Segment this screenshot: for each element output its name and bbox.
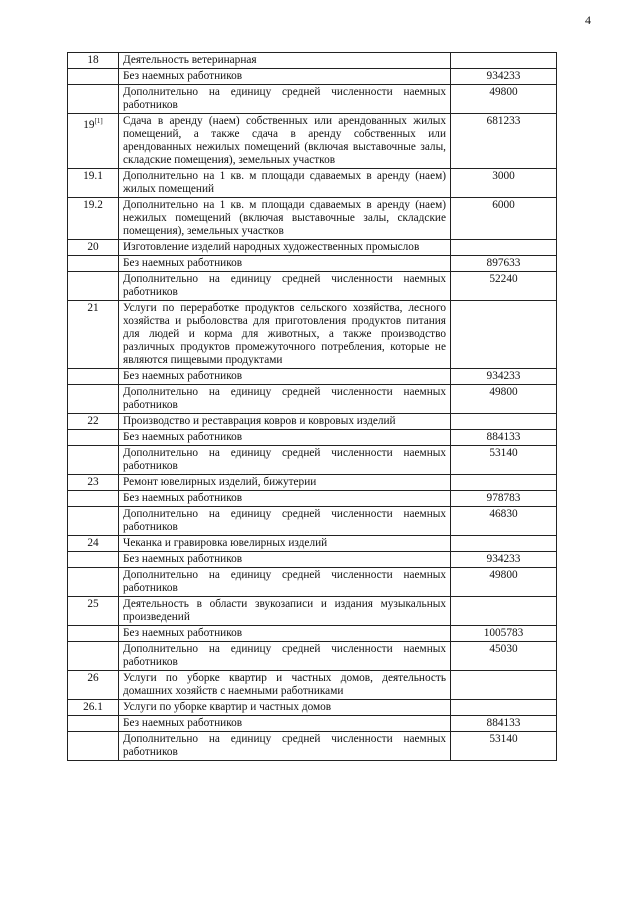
row-value: 46830 xyxy=(451,507,557,536)
row-description: Дополнительно на единицу средней численности наемных работников xyxy=(119,642,451,671)
row-value: 49800 xyxy=(451,385,557,414)
table-row xyxy=(68,597,557,626)
row-value: 884133 xyxy=(451,430,557,446)
row-description: Без наемных работников xyxy=(119,716,451,732)
table-row xyxy=(68,642,557,671)
table-row xyxy=(68,69,557,85)
row-description: Дополнительно на 1 кв. м площади сдаваемых в аренду (наем) нежилых помещений (включая выставочные залы, складские помещения), земельных участков xyxy=(119,198,451,240)
row-number xyxy=(68,626,119,642)
row-number xyxy=(68,430,119,446)
row-value: 897633 xyxy=(451,256,557,272)
row-number xyxy=(68,85,119,114)
row-number-text: 26.1 xyxy=(83,701,103,713)
row-number-text: 26 xyxy=(87,672,99,684)
row-description: Дополнительно на единицу средней численности наемных работников xyxy=(119,568,451,597)
row-number xyxy=(68,256,119,272)
table-row xyxy=(68,568,557,597)
row-value xyxy=(451,700,557,716)
row-description: Услуги по переработке продуктов сельского хозяйства, лесного хозяйства и рыболовства для приготовления продуктов питания для людей и корма для животных, а также производство различных продуктов промежуточного потребления, которые не являются пищевыми продуктами xyxy=(119,301,451,369)
row-number-text: 22 xyxy=(87,415,99,427)
row-value: 53140 xyxy=(451,732,557,761)
table-row xyxy=(68,536,557,552)
row-number xyxy=(68,700,119,716)
table-row xyxy=(68,385,557,414)
table-row xyxy=(68,732,557,761)
row-number xyxy=(68,568,119,597)
row-description: Дополнительно на единицу средней численности наемных работников xyxy=(119,85,451,114)
table-row xyxy=(68,85,557,114)
row-number xyxy=(68,369,119,385)
row-number xyxy=(68,114,119,169)
row-value xyxy=(451,671,557,700)
row-description: Изготовление изделий народных художественных промыслов xyxy=(119,240,451,256)
tariff-table xyxy=(67,52,557,761)
row-description: Деятельность в области звукозаписи и издания музыкальных произведений xyxy=(119,597,451,626)
row-value: 49800 xyxy=(451,85,557,114)
row-description: Чеканка и гравировка ювелирных изделий xyxy=(119,536,451,552)
row-value: 45030 xyxy=(451,642,557,671)
row-description: Ремонт ювелирных изделий, бижутерии xyxy=(119,475,451,491)
row-number-text: 23 xyxy=(87,476,99,488)
row-value: 934233 xyxy=(451,369,557,385)
row-description: Услуги по уборке квартир и частных домов xyxy=(119,700,451,716)
row-value: 934233 xyxy=(451,552,557,568)
table-row xyxy=(68,256,557,272)
table-row xyxy=(68,507,557,536)
row-number-text: 25 xyxy=(87,598,99,610)
row-number xyxy=(68,414,119,430)
row-description: Без наемных работников xyxy=(119,69,451,85)
row-value xyxy=(451,53,557,69)
row-value xyxy=(451,240,557,256)
row-number xyxy=(68,446,119,475)
row-description: Дополнительно на 1 кв. м площади сдаваемых в аренду (наем) жилых помещений xyxy=(119,169,451,198)
row-number-text: 24 xyxy=(87,537,99,549)
row-value: 978783 xyxy=(451,491,557,507)
row-description: Без наемных работников xyxy=(119,491,451,507)
row-description: Без наемных работников xyxy=(119,256,451,272)
row-description: Дополнительно на единицу средней численности наемных работников xyxy=(119,732,451,761)
row-value xyxy=(451,414,557,430)
row-number xyxy=(68,272,119,301)
row-number xyxy=(68,536,119,552)
row-number xyxy=(68,597,119,626)
row-number xyxy=(68,716,119,732)
table-body xyxy=(68,53,557,761)
table-row xyxy=(68,272,557,301)
table-row xyxy=(68,552,557,568)
row-value: 681233 xyxy=(451,114,557,169)
table-row xyxy=(68,446,557,475)
table-row xyxy=(68,491,557,507)
row-description: Дополнительно на единицу средней численности наемных работников xyxy=(119,507,451,536)
row-description: Без наемных работников xyxy=(119,552,451,568)
table-row xyxy=(68,301,557,369)
table-row xyxy=(68,475,557,491)
row-description: Без наемных работников xyxy=(119,430,451,446)
row-value: 49800 xyxy=(451,568,557,597)
row-description: Без наемных работников xyxy=(119,626,451,642)
row-number xyxy=(68,507,119,536)
row-value: 934233 xyxy=(451,69,557,85)
table-row xyxy=(68,114,557,169)
row-description: Производство и реставрация ковров и ковровых изделий xyxy=(119,414,451,430)
row-value xyxy=(451,475,557,491)
row-description: Дополнительно на единицу средней численности наемных работников xyxy=(119,385,451,414)
row-description: Деятельность ветеринарная xyxy=(119,53,451,69)
row-description: Без наемных работников xyxy=(119,369,451,385)
table-row xyxy=(68,53,557,69)
row-value: 1005783 xyxy=(451,626,557,642)
row-number-text: 19.1 xyxy=(83,170,103,182)
table-row xyxy=(68,414,557,430)
row-number xyxy=(68,198,119,240)
row-number-text: 19.2 xyxy=(83,199,103,211)
row-number xyxy=(68,732,119,761)
row-number xyxy=(68,552,119,568)
row-value: 52240 xyxy=(451,272,557,301)
row-number xyxy=(68,53,119,69)
table-row xyxy=(68,430,557,446)
row-number xyxy=(68,169,119,198)
row-number xyxy=(68,240,119,256)
row-value: 3000 xyxy=(451,169,557,198)
row-number xyxy=(68,642,119,671)
table-row xyxy=(68,671,557,700)
footnote-marker: [1] xyxy=(94,117,103,125)
table-row xyxy=(68,626,557,642)
row-number-text: 18 xyxy=(87,54,99,66)
row-number xyxy=(68,301,119,369)
page-number: 4 xyxy=(585,13,591,27)
table-row xyxy=(68,169,557,198)
row-number-text: 21 xyxy=(87,302,99,314)
row-number xyxy=(68,475,119,491)
row-value xyxy=(451,597,557,626)
row-number xyxy=(68,385,119,414)
row-value: 6000 xyxy=(451,198,557,240)
row-description: Дополнительно на единицу средней численности наемных работников xyxy=(119,446,451,475)
row-number xyxy=(68,491,119,507)
row-number-text: 20 xyxy=(87,241,99,253)
row-value: 53140 xyxy=(451,446,557,475)
row-description: Услуги по уборке квартир и частных домов, деятельность домашних хозяйств с наемными работниками xyxy=(119,671,451,700)
row-number xyxy=(68,671,119,700)
row-value xyxy=(451,536,557,552)
row-value: 884133 xyxy=(451,716,557,732)
row-description: Дополнительно на единицу средней численности наемных работников xyxy=(119,272,451,301)
row-number xyxy=(68,69,119,85)
table-row xyxy=(68,198,557,240)
table-row xyxy=(68,240,557,256)
row-number-text: 19 xyxy=(83,118,95,131)
table-row xyxy=(68,369,557,385)
table-row xyxy=(68,716,557,732)
row-value xyxy=(451,301,557,369)
row-description: Сдача в аренду (наем) собственных или арендованных жилых помещений, а также сдача в аренду собственных или арендованных нежилых помещений (включая выставочные залы, складские помещения), земельных участков xyxy=(119,114,451,169)
table-row xyxy=(68,700,557,716)
